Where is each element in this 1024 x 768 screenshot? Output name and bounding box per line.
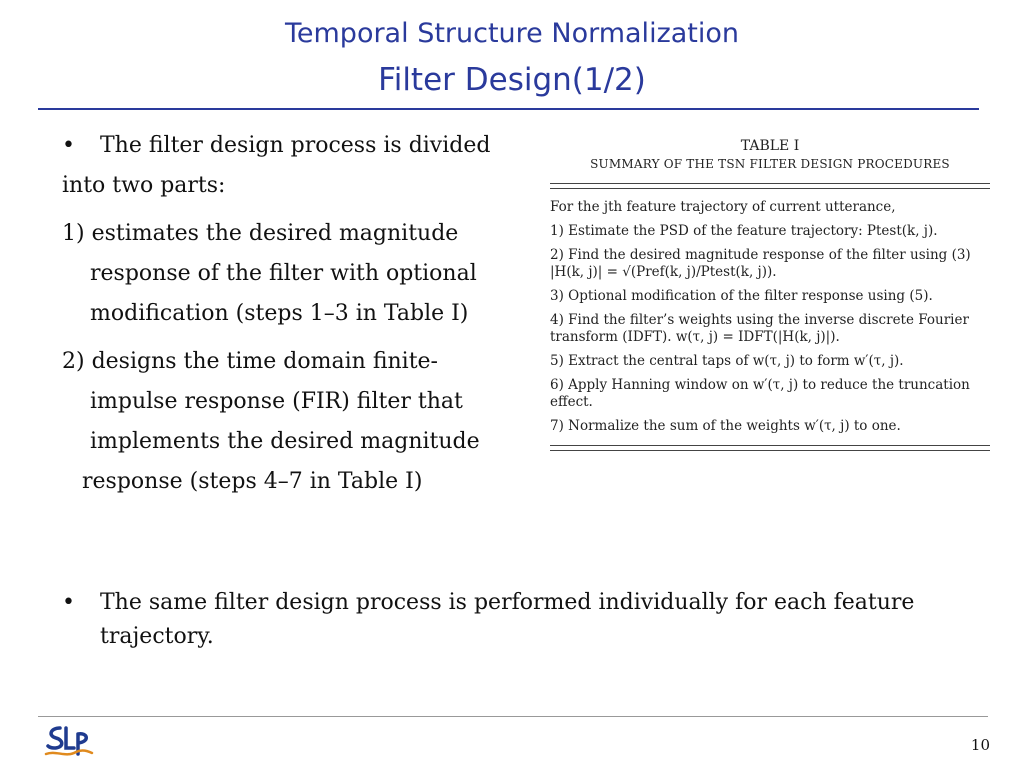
footer-divider bbox=[38, 716, 988, 717]
slide-title: Temporal Structure Normalization bbox=[284, 18, 740, 49]
slp-logo bbox=[44, 724, 94, 760]
table-intro: For the jth feature trajectory of current utterance, bbox=[550, 199, 896, 215]
part2-line-3: implements the desired magnitude bbox=[90, 429, 480, 454]
table-step: 3) Optional modification of the filter response using (5). bbox=[550, 288, 933, 304]
part2-line-1: 2) designs the time domain finite- bbox=[62, 349, 438, 374]
table-body bbox=[550, 199, 990, 435]
logo-s-mark bbox=[48, 728, 62, 748]
table-step: 7) Normalize the sum of the weights w′(τ, j) to one. bbox=[550, 418, 901, 434]
table-step: 5) Extract the central taps of w(τ, j) to form w′(τ, j). bbox=[550, 353, 904, 369]
table-caption: TABLE I bbox=[740, 138, 800, 154]
part1-line-1: 1) estimates the desired magnitude bbox=[62, 221, 459, 246]
left-text-column bbox=[62, 126, 532, 502]
bottom-bullet bbox=[62, 586, 980, 654]
part1-line-3: modification (steps 1–3 in Table I) bbox=[90, 301, 469, 326]
table-step: 6) Apply Hanning window on w′(τ, j) to reduce the truncation effect. bbox=[550, 377, 970, 410]
bullet-icon: • bbox=[62, 133, 75, 158]
logo-l-mark bbox=[66, 728, 74, 748]
table-step: 4) Find the filter’s weights using the inverse discrete Fourier transform (IDFT). w(τ, j) = IDFT(|H(k, j)|). bbox=[550, 312, 969, 345]
intro-line-1: The filter design process is divided bbox=[100, 133, 491, 158]
title-divider bbox=[38, 108, 979, 110]
bottom-bullet-text: The same filter design process is performed individually for each feature trajectory. bbox=[100, 590, 915, 649]
table-step: 1) Estimate the PSD of the feature trajectory: Ptest(k, j). bbox=[550, 223, 938, 239]
table-step: 2) Find the desired magnitude response of the filter using (3) |H(k, j)| = √(Pref(k, j)/Ptest(k, j)). bbox=[550, 247, 971, 280]
part1-line-2: response of the filter with optional bbox=[90, 261, 477, 286]
part2-line-2: impulse response (FIR) filter that bbox=[90, 389, 463, 414]
table-subcaption: SUMMARY OF THE TSN FILTER DESIGN PROCEDURES bbox=[590, 157, 950, 171]
part2-line-4: response (steps 4–7 in Table I) bbox=[82, 469, 423, 494]
summary-table bbox=[550, 138, 990, 451]
table-top-rule bbox=[550, 183, 990, 189]
slide-subtitle: Filter Design(1/2) bbox=[378, 62, 646, 98]
bullet-icon: • bbox=[62, 590, 75, 615]
intro-line-2: into two parts: bbox=[62, 173, 226, 198]
intro-bullet bbox=[62, 126, 532, 166]
page-number: 10 bbox=[970, 736, 990, 754]
table-bottom-rule bbox=[550, 445, 990, 451]
logo-wave-mark bbox=[46, 750, 92, 754]
